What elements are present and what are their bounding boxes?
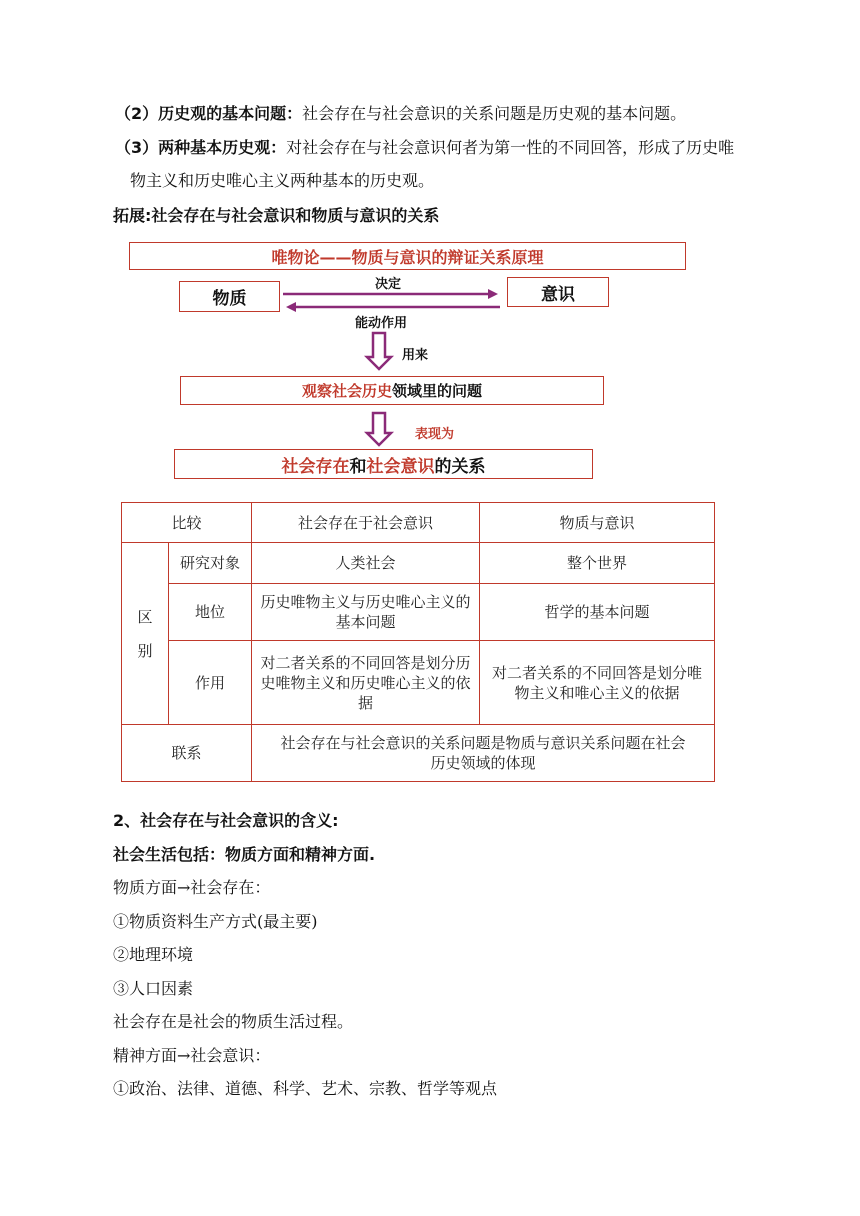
active-role-arrow xyxy=(286,302,500,312)
row-social-cell: 历史唯物主义与历史唯心主义的基本问题 xyxy=(252,584,480,641)
body-line: 社会存在是社会的物质生活过程。 xyxy=(113,1012,354,1031)
label-used-for: 用来 xyxy=(402,348,429,363)
extension-title: 拓展:社会存在与社会意识和物质与意识的关系 xyxy=(113,206,440,225)
social-life-line: 社会生活包括：物质方面和精神方面. xyxy=(113,845,376,864)
row-social-cell: 人类社会 xyxy=(252,543,480,584)
relation-suffix: 的关系 xyxy=(434,456,486,477)
down-arrow-2 xyxy=(367,413,391,445)
diagram-relation-box xyxy=(174,449,593,479)
relation-existence: 社会存在 xyxy=(281,456,350,477)
header-social: 社会存在于社会意识 xyxy=(252,503,480,543)
item-2-number: （2） xyxy=(115,104,159,123)
header-matter: 物质与意识 xyxy=(480,503,715,543)
body-line: 物质方面→社会存在： xyxy=(113,878,271,897)
relation-and: 和 xyxy=(349,456,367,477)
header-compare: 比较 xyxy=(122,503,252,543)
body-line: 精神方面→社会意识： xyxy=(113,1046,271,1065)
body-line: ①物质资料生产方式(最主要) xyxy=(113,912,318,931)
diff-label: 区别 xyxy=(137,607,153,660)
item-3-body-line1: 对社会存在与社会意识何者为第一性的不同回答，形成了历史唯 xyxy=(286,138,735,157)
observe-red-text: 观察社会历史 xyxy=(301,382,392,400)
label-decides: 决定 xyxy=(375,277,402,292)
table-row xyxy=(122,543,715,584)
comparison-table xyxy=(121,502,715,782)
section-2-title: 2、社会存在与社会意识的含义: xyxy=(113,811,339,830)
link-label: 联系 xyxy=(122,725,252,782)
row-social-cell: 对二者关系的不同回答是划分历史唯物主义和历史唯心主义的依据 xyxy=(252,641,480,725)
diff-label-cell xyxy=(122,543,169,725)
diagram-consciousness-box: 意识 xyxy=(507,277,609,307)
row-label: 地位 xyxy=(169,584,252,641)
item-3-heading: 两种基本历史观： xyxy=(158,138,287,157)
label-manifests-as: 表现为 xyxy=(415,427,455,442)
item-2-heading: 历史观的基本问题： xyxy=(158,104,303,123)
row-label: 作用 xyxy=(169,641,252,725)
diagram-matter-box: 物质 xyxy=(179,281,280,312)
decides-arrow xyxy=(283,289,498,299)
row-matter-cell: 整个世界 xyxy=(480,543,715,584)
body-line: ③人口因素 xyxy=(113,979,194,998)
item-3-number: （3） xyxy=(115,138,159,157)
row-matter-cell: 对二者关系的不同回答是划分唯物主义和唯心主义的依据 xyxy=(480,641,715,725)
body-line: ①政治、法律、道德、科学、艺术、宗教、哲学等观点 xyxy=(113,1079,498,1098)
diagram-top-box: 唯物论——物质与意识的辩证关系原理 xyxy=(129,242,686,270)
relation-consciousness: 社会意识 xyxy=(366,456,435,477)
arrows-svg xyxy=(0,0,860,480)
link-text: 社会存在与社会意识的关系问题是物质与意识关系问题在社会历史领域的体现 xyxy=(252,725,715,782)
item-2-body: 社会存在与社会意识的关系问题是历史观的基本问题。 xyxy=(302,104,687,123)
table-row xyxy=(122,584,715,641)
table-link-row xyxy=(122,725,715,782)
diagram-observe-box xyxy=(180,376,604,405)
body-line: ②地理环境 xyxy=(113,945,194,964)
row-matter-cell: 哲学的基本问题 xyxy=(480,584,715,641)
table-header-row xyxy=(122,503,715,543)
observe-rest-text: 领域里的问题 xyxy=(392,382,483,400)
table-row xyxy=(122,641,715,725)
row-label: 研究对象 xyxy=(169,543,252,584)
item-3-body-line2: 物主义和历史唯心主义两种基本的历史观。 xyxy=(130,171,435,190)
label-active-role: 能动作用 xyxy=(355,316,408,331)
down-arrow-1 xyxy=(367,333,391,369)
